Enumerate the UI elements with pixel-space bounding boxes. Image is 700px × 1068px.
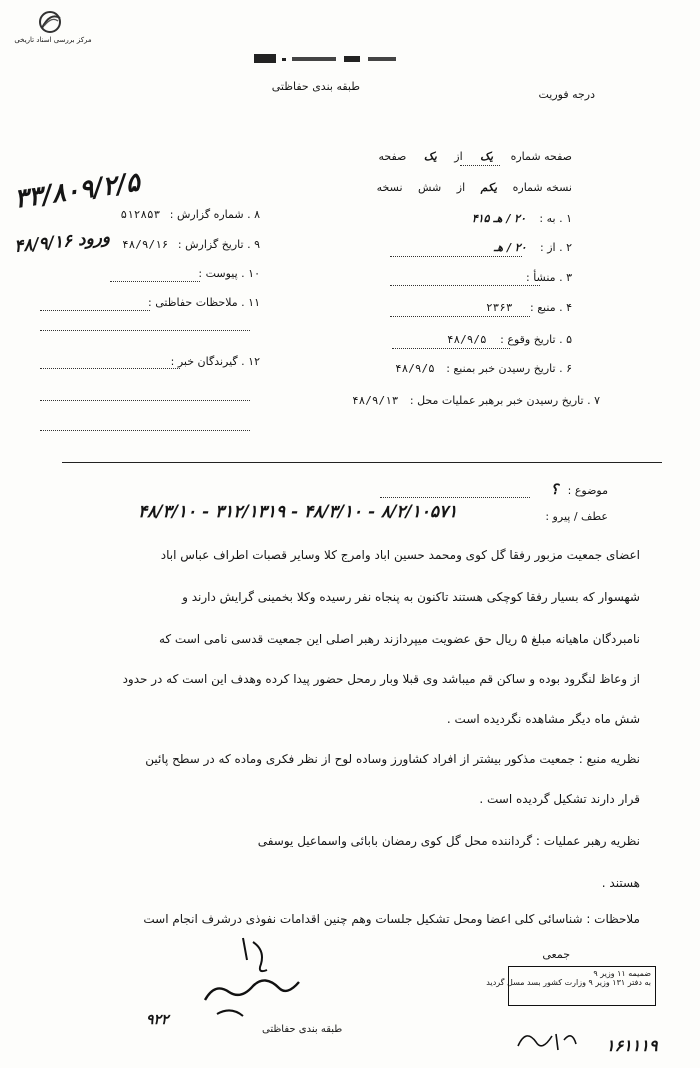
body-line: نظریه رهبر عملیات : گرداننده محل گل کوی رمضان بابائی واسماعیل یوسفی <box>257 834 640 848</box>
attachment-label: ۱۰ . پیوست : <box>198 267 260 280</box>
security-notes-row <box>148 296 260 309</box>
reference-label: عطف / پیرو : <box>545 510 608 523</box>
received-date-value: ۴۸/۹/۵ <box>394 362 435 375</box>
event-date-value: ۴۸/۹/۵ <box>446 333 487 346</box>
origin-row <box>526 271 572 284</box>
stamp-line-2: به دفتر ۱۳۱ وزیر ۹ وزارت کشور بسد مسل گردید <box>486 978 651 987</box>
copy-label: نسخه شماره <box>512 181 572 194</box>
report-date-handwritten: ۴۸/۹/۱۶ ورود <box>13 227 111 257</box>
body-line: نامبردگان ماهیانه مبلغ ۵ ریال حق عضویت میپردازند رهبر اصلی این جمعیت قدسی نامی است که <box>158 632 640 646</box>
from-value: ۲۰ / هـ <box>493 241 527 254</box>
report-number-value: ۵۱۲۸۵۳ <box>120 208 161 221</box>
handwritten-number: ۹۲۲ <box>146 1012 169 1028</box>
to-value: ۲۰ / هـ ۴۱۵ <box>471 212 526 225</box>
page-suffix: صفحه <box>378 150 407 163</box>
body-line: قرار دارند تشکیل گردیده است . <box>479 792 640 806</box>
event-date-row <box>447 333 572 346</box>
page-label: صفحه شماره <box>510 150 572 163</box>
recipients-label: ۱۲ . گیرندگان خبر : <box>170 355 260 368</box>
archive-number: ۱۶۱۱۱۹ <box>606 1036 658 1055</box>
leader-date-value: ۴۸/۹/۱۳ <box>352 394 399 407</box>
leader-date-label: ۷ . تاریخ رسیدن خبر برهبر عملیات محل : <box>409 394 600 407</box>
body-line: از وعاظ لنگرود بوده و ساکن قم میباشد وی قبلا وبار رمحل حضور پیدا کرده وهدف این است که در حدود <box>122 672 640 686</box>
from-row <box>494 241 572 254</box>
body-line: اعضای جمعیت مزبور رفقا گل کوی ومحمد حسین اباد وامرج کلا وسایر قصبات اطراف عباس اباد <box>160 548 640 562</box>
leader-date-row <box>352 394 600 407</box>
body-line: نظریه منبع : جمعیت مذکور بیشتر از افراد کشاورز وساده لوح از نظر فکری وماده که در سطح پائین <box>145 752 640 766</box>
archive-logo <box>6 4 102 52</box>
reference-value: ۴۸/۳/۱۰ - ۳۱۲/۱۳۱۹ - ۴۸/۳/۱۰ - ۸/۲/۱۰۵۷۱ <box>138 502 458 522</box>
report-date-label: ۹ . تاریخ گزارش : <box>177 238 260 251</box>
report-number-label: ۸ . شماره گزارش : <box>169 208 260 221</box>
initials-scribble <box>512 1016 582 1060</box>
page-value: یک <box>480 150 494 163</box>
subject-label: موضوع : <box>567 484 608 497</box>
copy-suffix: نسخه <box>376 181 403 194</box>
signature-scribble <box>195 930 305 1030</box>
report-date-row <box>122 238 260 251</box>
section-divider <box>62 462 662 463</box>
footer-classification: طبقه بندی حفاظتی <box>262 1024 343 1035</box>
page-number-row <box>378 150 572 163</box>
signature-group-label: جمعی <box>542 948 570 961</box>
source-label: ۴ . منبع : <box>530 301 572 314</box>
receipt-stamp <box>486 966 656 1006</box>
report-date-value: ۴۸/۹/۱۶ <box>122 238 169 251</box>
body-line: شهسوار که بسیار رفقا کوچکی هستند تاکنون به پنجاه نفر رسیده وکلا بخمینی گرایش دارند و <box>182 590 640 604</box>
received-date-row <box>395 362 572 375</box>
subject-mark: ؟ <box>550 482 559 498</box>
copy-number-row <box>377 181 572 194</box>
to-label: ۱ . به : <box>539 212 572 225</box>
subject-row <box>551 482 608 498</box>
attachment-row <box>198 267 260 280</box>
copy-total: شش <box>418 181 442 194</box>
source-value: ۲۳۶۳ <box>486 301 513 314</box>
body-line: ملاحظات : شناسائی کلی اعضا ومحل تشکیل جلسات وهم چنین اقدامات نفوذی درشرف انجام است <box>143 912 640 926</box>
body-line: هستند . <box>601 876 640 890</box>
page-of-value: یک <box>423 150 437 163</box>
priority-label: درجه فوریت <box>538 88 595 101</box>
recipients-row <box>171 355 260 368</box>
classification-stamp <box>252 50 402 66</box>
event-date-label: ۵ . تاریخ وقوع : <box>500 333 572 346</box>
copy-of-label: از <box>456 181 466 194</box>
report-number-handwritten: ۳۳/۸۰۹/۲/۵ <box>12 167 142 215</box>
security-notes-label: ۱۱ . ملاحظات حفاظتی : <box>148 296 260 309</box>
report-number-row <box>121 208 260 221</box>
copy-value: یکم <box>480 181 498 194</box>
page-of-label: از <box>454 150 463 163</box>
received-date-label: ۶ . تاریخ رسیدن خبر بمنبع : <box>446 362 572 375</box>
archive-logo-text: مرکز بررسی اسناد تاریخی <box>14 36 92 44</box>
source-row <box>486 301 572 314</box>
classification-label: طبقه بندی حفاظتی <box>271 80 360 93</box>
to-row <box>472 212 572 225</box>
stamp-line-1: ضمیمه ۱۱ وزیر ۹ <box>593 969 651 978</box>
body-line: شش ماه دیگر مشاهده نگردیده است . <box>446 712 640 726</box>
from-label: ۲ . از : <box>540 241 572 254</box>
origin-label: ۳ . منشأ : <box>526 271 572 284</box>
